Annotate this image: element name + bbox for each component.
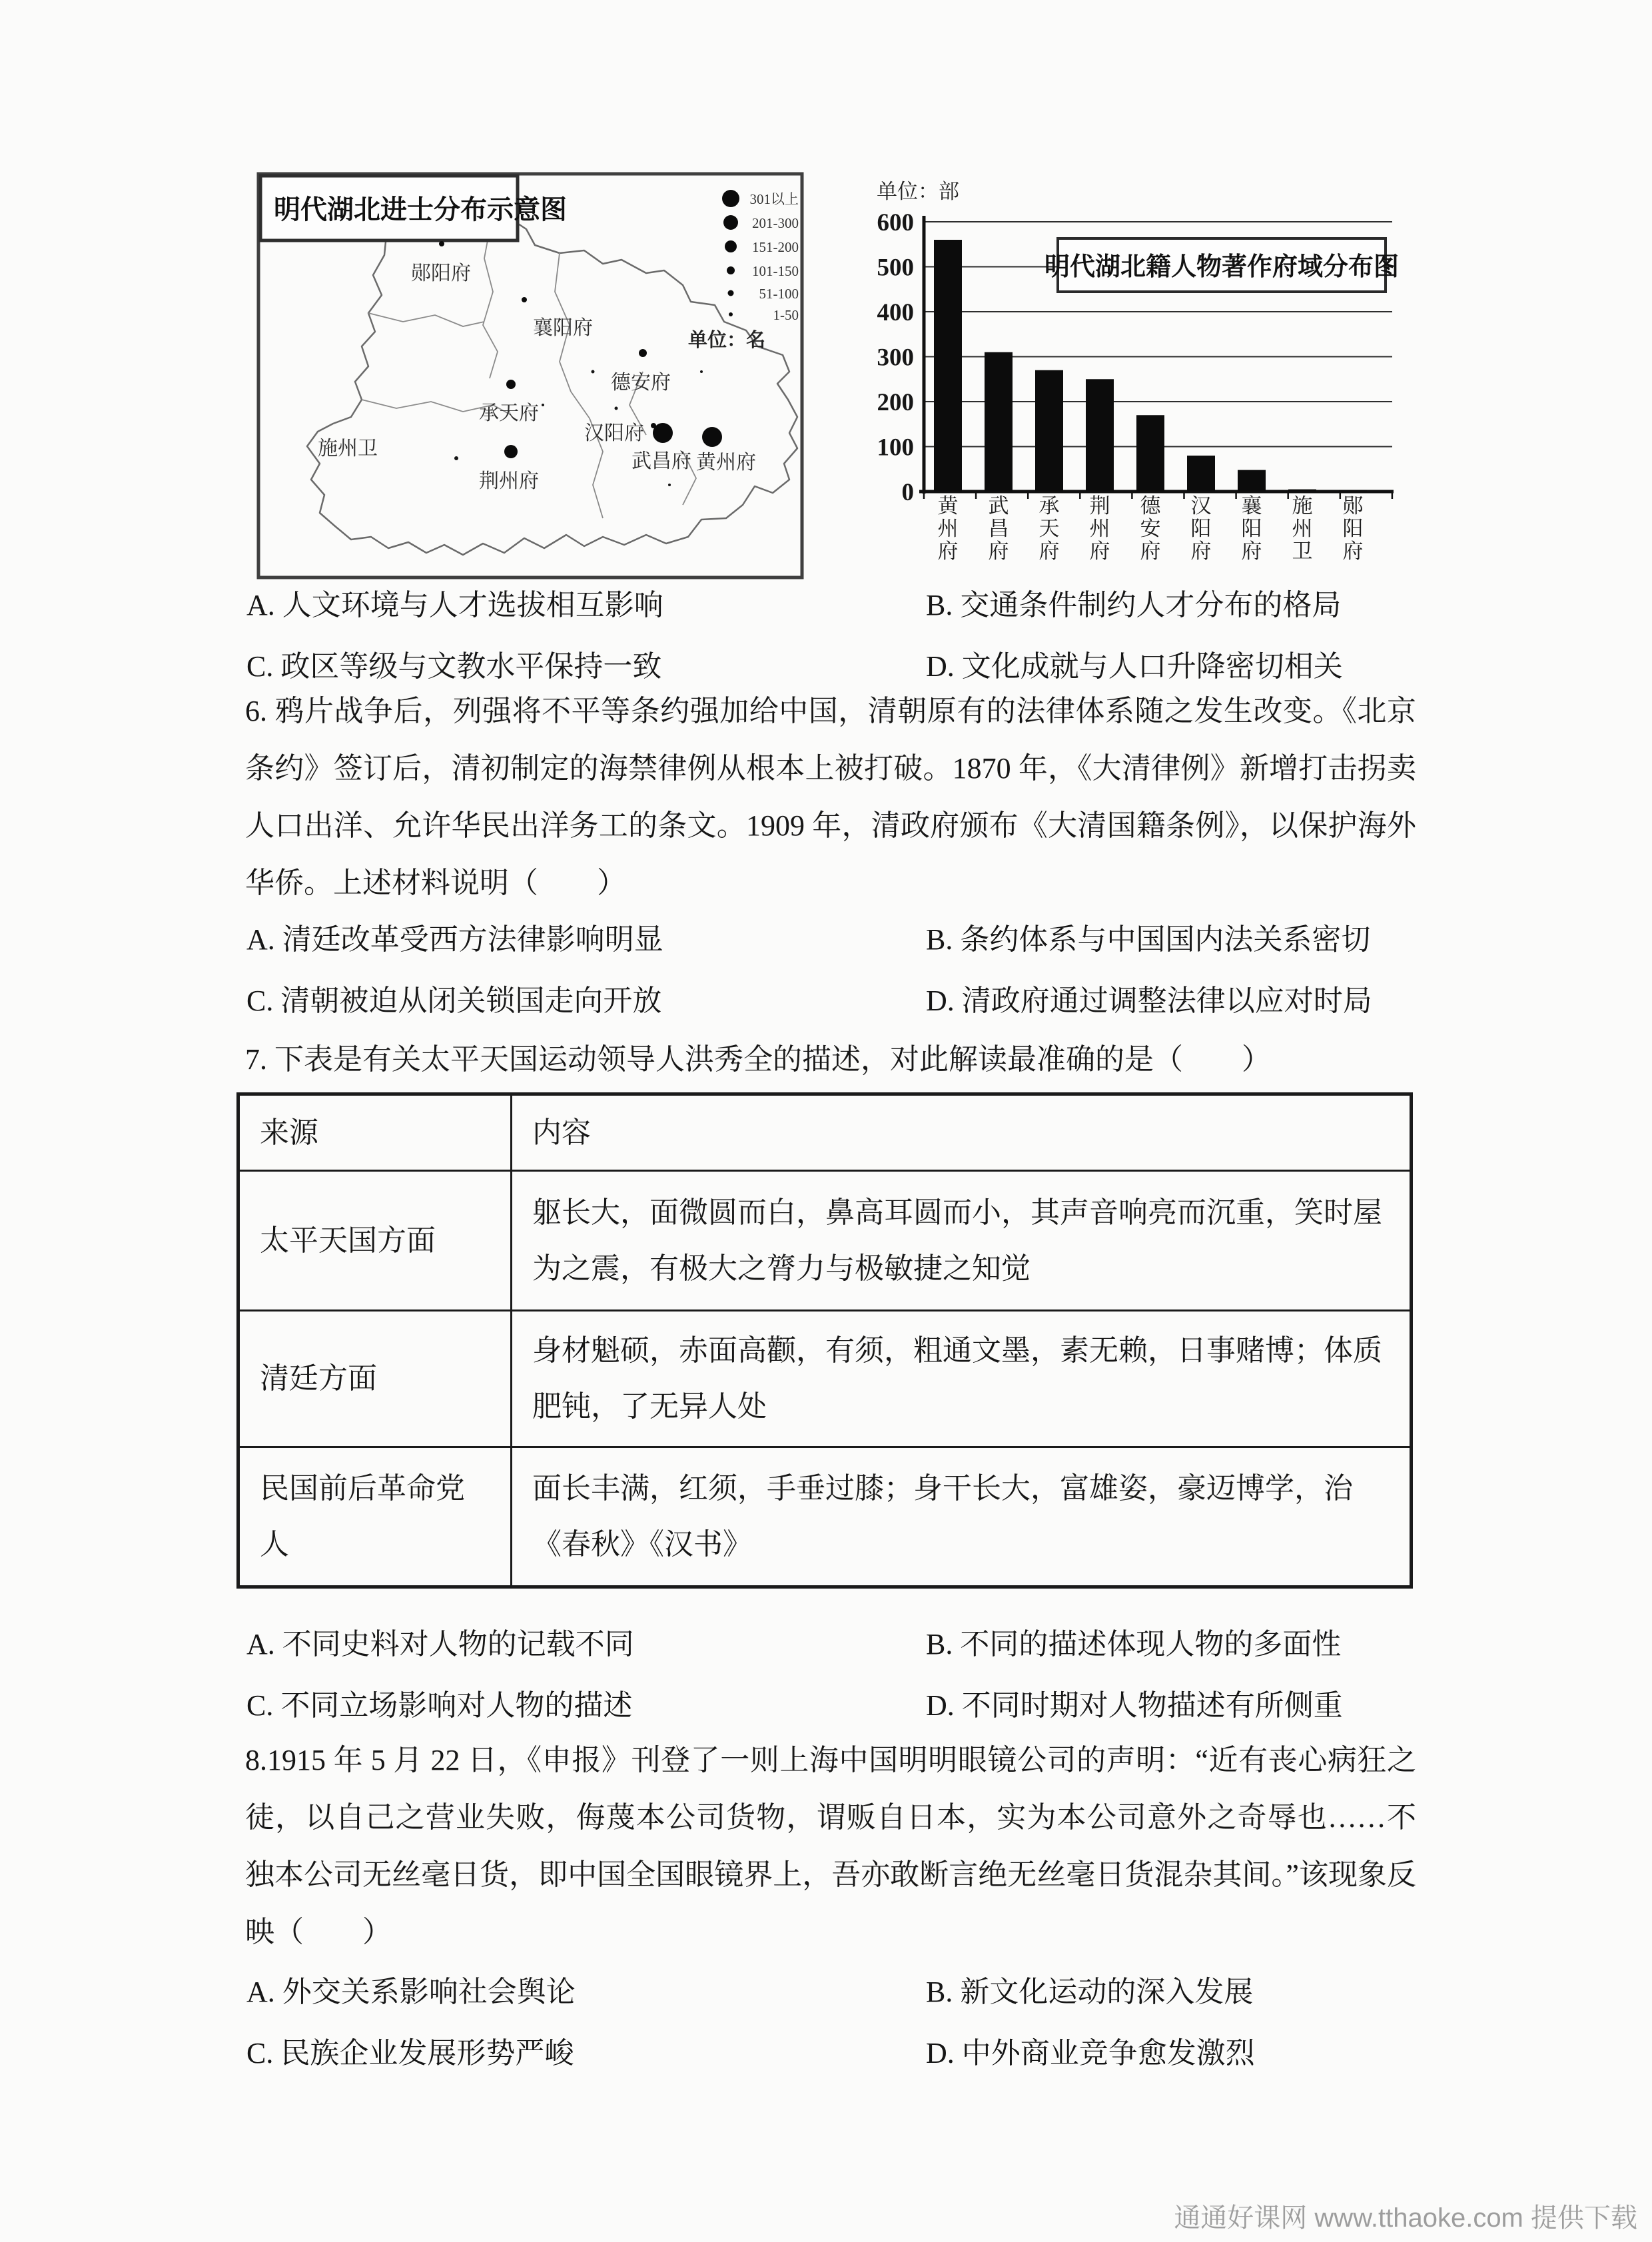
q8-options [246, 1958, 1414, 2081]
legend-dot [722, 190, 739, 207]
y-tick-label: 400 [877, 299, 914, 326]
map-unit-label: 单位：名 [688, 330, 766, 351]
chart-unit-label: 单位：部 [877, 180, 959, 203]
province-outline [307, 210, 797, 555]
row-content-cell: 身材魁硕，赤面高颧，有须，粗通文墨，素无赖，日事赌博；体质肥钝，了无异人处 [512, 1311, 1412, 1447]
bar [1288, 490, 1316, 492]
map-place-label: 汉阳府 [584, 422, 644, 444]
option: B. 新文化运动的深入发展 [926, 1976, 1254, 2008]
map-place-label: 承天府 [479, 402, 539, 424]
row-label-cell: 太平天国方面 [238, 1171, 512, 1311]
bar [1035, 370, 1063, 492]
map-place-dot [653, 423, 673, 443]
row-content-cell: 躯长大，面微圆而白，鼻高耳圆而小，其声音响亮而沉重，笑时屋为之震，有极大之膂力与极敏捷之知觉 [512, 1171, 1412, 1311]
legend-label: 101-150 [752, 263, 799, 279]
option: C. 民族企业发展形势严峻 [246, 2037, 574, 2069]
hong-xiuquan-descriptions-table [236, 1092, 1413, 1589]
map-place-dot [639, 349, 647, 357]
legend-label: 1-50 [773, 307, 799, 323]
q7-options [246, 1611, 1414, 1733]
map-place-label: 施州卫 [318, 438, 378, 460]
option: C. 清朝被迫从闭关锁国走向开放 [246, 984, 662, 1017]
option: A. 外交关系影响社会舆论 [246, 1976, 576, 2008]
row-label-cell: 清廷方面 [238, 1311, 512, 1447]
map-place-label: 武昌府 [631, 450, 691, 472]
question-7-text: 7. 下表是有关太平天国运动领导人洪秀全的描述，对此解读最准确的是（ ） [245, 1043, 1271, 1076]
bar [1339, 490, 1367, 492]
bar [934, 240, 962, 492]
figures-row [256, 172, 1399, 588]
chart-title: 明代湖北籍人物著作府域分布图 [1044, 253, 1399, 281]
y-tick-label: 500 [877, 254, 914, 282]
x-category-label: 黄州府 [937, 494, 959, 563]
header-cell: 来源 [238, 1094, 512, 1171]
x-category-label: 荆州府 [1089, 494, 1110, 563]
map-place-label: 荆州府 [479, 470, 539, 492]
question-8-text: 8.1915 年 5 月 22 日，《申报》刊登了一则上海中国明明眼镜公司的声明：“近有丧心病狂之徒，以自己之营业失败，侮蔑本公司货物，谓贩自日本，实为本公司意外之奇辱也……不独本公司无丝毫日货，即中国全国眼镜界上，吾亦敢断言绝无丝毫日货混杂其间。”该现象反映（ ） [245, 1744, 1416, 1948]
y-tick-label: 200 [877, 389, 914, 416]
table-header-row [238, 1094, 1412, 1171]
map-place-label: 郧阳府 [411, 262, 471, 284]
x-category-label: 承天府 [1038, 494, 1060, 563]
bar [1086, 379, 1114, 492]
y-tick-label: 100 [877, 434, 914, 462]
y-tick-label: 300 [877, 344, 914, 372]
question-6-text: 6. 鸦片战争后，列强将不平等条约强加给中国，清朝原有的法律体系随之发生改变。《北京条约》签订后，清初制定的海禁律例从根本上被打破。1870 年，《大清律例》新增打击拐卖人口出洋、允许华民出洋务工的条文。1909 年，清政府颁布《大清国籍条例》，以保护海外华侨。上述材料说明（ ） [245, 695, 1416, 899]
legend-dot [728, 290, 734, 296]
site-watermark: 通通好课网 www.tthaoke.com 提供下载 [1174, 2203, 1637, 2233]
bar [1238, 470, 1266, 492]
map-figure [256, 172, 804, 579]
legend-dot [727, 266, 735, 274]
option: D. 清政府通过调整法律以应对时局 [926, 984, 1372, 1017]
y-tick-label: 0 [901, 479, 914, 506]
bar-chart-figure [867, 172, 1399, 588]
works-distribution-chart [867, 172, 1399, 588]
option: A. 人文环境与人才选拔相互影响 [246, 589, 663, 621]
table-row [238, 1447, 1412, 1587]
bar [1187, 456, 1215, 492]
q6-options [246, 906, 1414, 1028]
header-cell: 内容 [512, 1094, 1412, 1171]
bar [985, 352, 1013, 492]
map-place-dot [506, 380, 516, 389]
x-category-label: 襄阳府 [1241, 494, 1262, 563]
x-category-label: 汉阳府 [1190, 494, 1212, 563]
x-category-label: 施州卫 [1292, 494, 1313, 563]
table-row [238, 1311, 1412, 1447]
map-place-label: 德安府 [611, 372, 671, 394]
option: B. 不同的描述体现人物的多面性 [926, 1628, 1342, 1661]
map-place-dot [522, 297, 527, 302]
map-place-dot [439, 241, 444, 246]
y-tick-label: 600 [877, 209, 914, 236]
q5-options [246, 571, 1414, 694]
map-place-label: 襄阳府 [533, 317, 593, 339]
map-place-label: 黄州府 [696, 452, 756, 474]
legend-dot [725, 240, 737, 252]
row-content-cell: 面长丰满，红须，手垂过膝；身干长大，富雄姿，豪迈博学，治《春秋》《汉书》 [512, 1447, 1412, 1587]
option: C. 政区等级与文教水平保持一致 [246, 650, 662, 683]
x-category-label: 德安府 [1140, 494, 1161, 563]
option: A. 清廷改革受西方法律影响明显 [246, 923, 663, 956]
legend-label: 51-100 [759, 286, 799, 302]
table-row [238, 1171, 1412, 1311]
map-place-dot [504, 445, 518, 458]
map-title: 明代湖北进士分布示意图 [274, 194, 567, 224]
map-place-dot [702, 427, 722, 447]
x-category-label: 武昌府 [988, 494, 1009, 563]
option: D. 中外商业竞争愈发激烈 [926, 2037, 1255, 2069]
legend-label: 201-300 [752, 215, 799, 231]
legend-label: 301以上 [749, 191, 799, 207]
option: D. 不同时期对人物描述有所侧重 [926, 1689, 1343, 1722]
bar [1136, 415, 1164, 492]
option: A. 不同史料对人物的记载不同 [246, 1628, 634, 1661]
hubei-jinshi-map [256, 172, 804, 579]
x-category-label: 郧阳府 [1342, 494, 1364, 563]
option: B. 条约体系与中国国内法关系密切 [926, 923, 1371, 956]
legend-label: 151-200 [752, 239, 799, 255]
legend-dot [723, 215, 738, 230]
row-label-cell: 民国前后革命党人 [238, 1447, 512, 1587]
option: D. 文化成就与人口升降密切相关 [926, 650, 1343, 683]
legend-dot [729, 312, 733, 316]
option: B. 交通条件制约人才分布的格局 [926, 589, 1342, 621]
option: C. 不同立场影响对人物的描述 [246, 1689, 633, 1722]
